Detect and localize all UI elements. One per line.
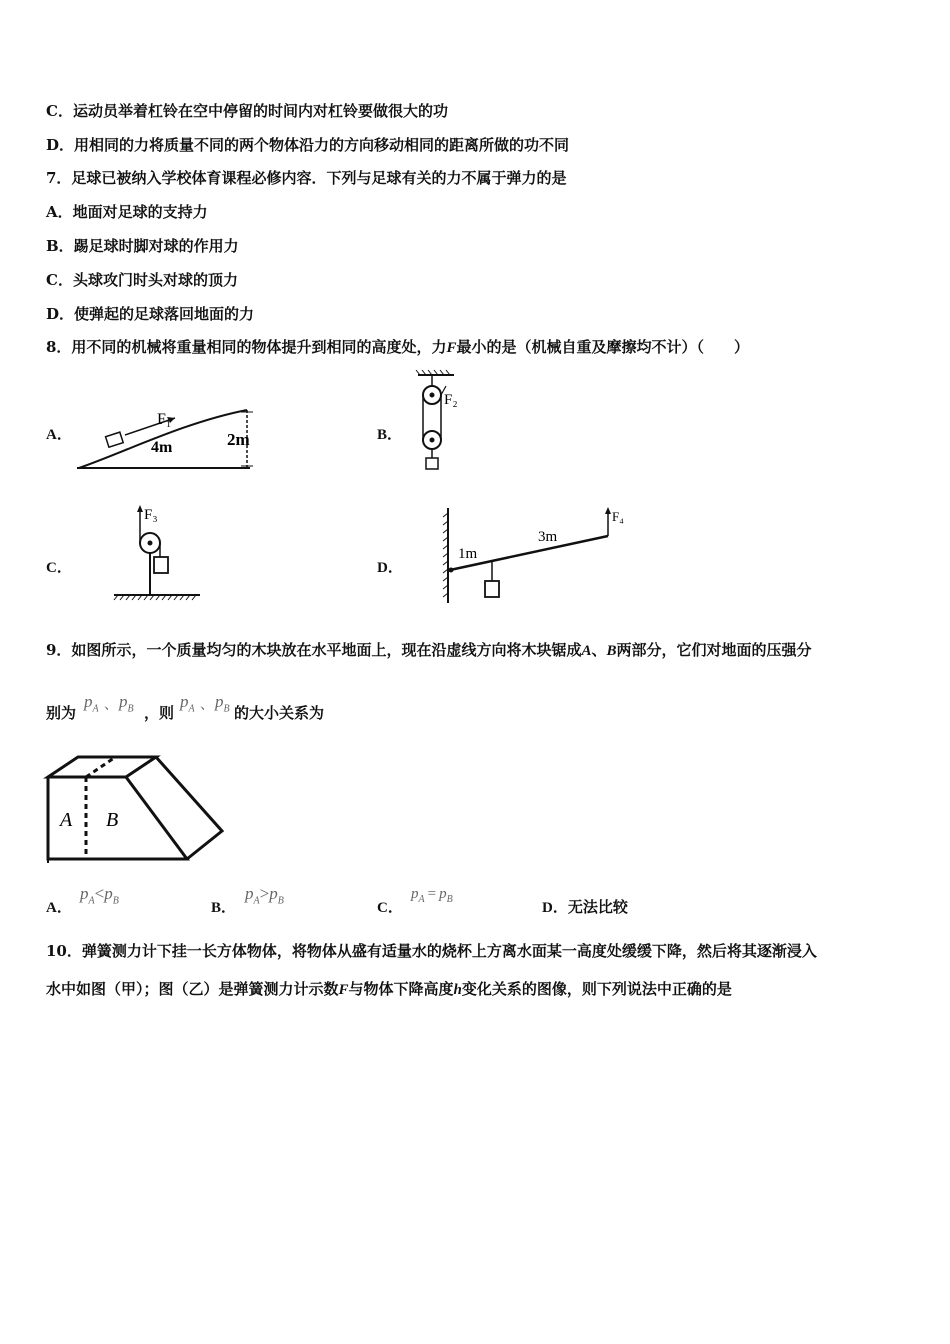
- question-8: 8．用不同的机械将重量相同的物体提升到相同的高度处，力F最小的是（机械自重及摩擦均不计）（ ）: [46, 338, 749, 356]
- question-9: 9．如图所示，一个质量均匀的木块放在水平地面上，现在沿虚线方向将木块锯成A、B两部分，它们对地面的压强分: [46, 641, 812, 659]
- q9-option-a-formula: $p_A<p_B$: [80, 884, 119, 907]
- incline-force-label: F₁: [157, 411, 172, 428]
- q9-option-b-formula: $p_A>p_B$: [245, 884, 284, 907]
- q8-option-a: A．: [46, 427, 72, 443]
- sep-symbol-1: 、: [104, 698, 118, 713]
- question-10-line-1: 10．弹簧测力计下挂一长方体物体，将物体从盛有适量水的烧杯上方离水面某一高度处缓缓下降，然后将其逐渐浸入: [46, 942, 817, 960]
- q7-option-c: C．头球攻门时头对球的顶力: [46, 271, 238, 289]
- lever-long-arm-label: 3m: [538, 529, 558, 545]
- option-d-prev: D．用相同的力将质量不同的两个物体沿力的方向移动相同的距离所做的功不同: [46, 136, 570, 154]
- q7-option-a: A．地面对足球的支持力: [46, 203, 208, 221]
- q7-option-b: B．踢足球时脚对球的作用力: [46, 237, 239, 255]
- q9-option-a: A．: [46, 900, 72, 916]
- q9-option-d: D．无法比较: [542, 900, 628, 916]
- q9-option-c: C．: [377, 900, 403, 916]
- fixed-pulley-figure: [112, 503, 202, 603]
- q8-option-b: B．: [377, 427, 403, 443]
- q8-option-c: C．: [46, 560, 72, 576]
- block-part-a-label: A: [60, 809, 73, 831]
- pb-symbol-1: $p_B$: [119, 692, 134, 715]
- question-7: 7．足球已被纳入学校体育课程必修内容．下列与足球有关的力不属于弹力的是: [46, 169, 567, 187]
- q9-line-2c: 的大小关系为: [234, 704, 325, 722]
- incline-height-label: 2m: [227, 430, 250, 449]
- block-part-b-label: B: [106, 809, 119, 831]
- fixed-pulley-force-label: F₃: [144, 507, 158, 523]
- q9-line-2a: 别为: [46, 704, 77, 722]
- q7-option-d: D．使弹起的足球落回地面的力: [46, 305, 255, 323]
- option-c-prev: C．运动员举着杠铃在空中停留的时间内对杠铃要做很大的功: [46, 102, 448, 120]
- lever-figure: [440, 503, 640, 603]
- q9-option-c-formula: $p_A = p_B$: [411, 886, 453, 905]
- lever-force-label: F₄: [612, 509, 624, 524]
- movable-pulley-figure: [410, 368, 470, 476]
- q9-line-2b: ，则: [144, 704, 175, 722]
- q9-option-b: B．: [211, 900, 237, 916]
- question-10-line-2: 水中如图（甲）；图（乙）是弹簧测力计示数F与物体下降高度h变化关系的图像，则下列说法中正确的是: [46, 980, 732, 998]
- lever-short-arm-label: 1m: [458, 546, 478, 562]
- block-figure: [44, 753, 234, 865]
- incline-figure: [75, 400, 255, 475]
- q8-option-d: D．: [377, 560, 403, 576]
- movable-pulley-force-label: F₂: [444, 392, 458, 408]
- pb-symbol-2: $p_B$: [215, 692, 230, 715]
- sep-symbol-2: 、: [200, 698, 214, 713]
- pa-symbol-2: $p_A$: [180, 692, 195, 715]
- incline-length-label: 4m: [151, 439, 173, 456]
- pa-symbol-1: $p_A$: [84, 692, 99, 715]
